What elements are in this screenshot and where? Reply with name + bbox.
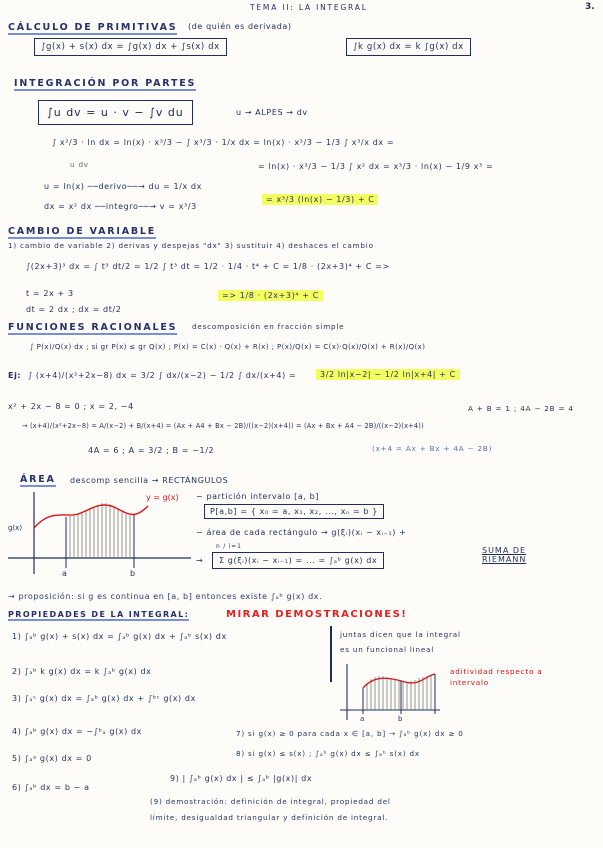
add-label-b: b (398, 715, 403, 722)
partes-dv-def: dx = x² dx ──integro──→ v = x³/3 (44, 202, 197, 211)
heading-primitivas: CÁLCULO DE PRIMITIVAS (8, 22, 178, 33)
prop-9: 9) | ∫ₐᵇ g(x) dx | ≤ ∫ₐᵇ |g(x)| dx (170, 774, 313, 783)
partes-result: = x³/3 (ln(x) − 1/3) + C (262, 194, 378, 205)
prop-6: 6) ∫ₐᵇ dx = b − a (12, 783, 90, 792)
area-graph (6, 488, 196, 578)
partes-line1: ∫ x²/3 · ln dx = ln(x) · x³/3 − ∫ x³/3 · 1/x dx = ln(x) · x³/3 − 1/3 ∫ x³/x dx = (52, 138, 395, 147)
sum-limits: n / i=1 (216, 543, 242, 550)
area-proposicion: → proposición: si g es continua en [a, b] entonces existe ∫ₐᵇ g(x) dx. (8, 592, 323, 601)
heading-cambio-variable: CAMBIO DE VARIABLE (8, 226, 157, 237)
partes-u-def: u = ln(x) ──derivo──→ du = 1/x dx (44, 182, 202, 191)
racionales-line1: ∫ P(x)/Q(x) dx ; si gr P(x) ≤ gr Q(x) ; P(x) = C(x) · Q(x) + R(x) ; P(x)/Q(x) = C(x)·Q(x)/Q(x) + R(x)/Q(x) (30, 343, 426, 351)
page-number: 3. (585, 2, 595, 12)
area-rectangulo: − área de cada rectángulo → g(ξᵢ)(xᵢ − xᵢ₋₁) + (196, 528, 407, 537)
cambio-line1: ∫(2x+3)³ dx = ∫ t³ dt/2 = 1/2 ∫ t³ dt = 1/2 · 1/4 · t⁴ + C = 1/8 · (2x+3)⁴ + C => (26, 262, 390, 271)
heading-por-partes: INTEGRACIÓN POR PARTES (14, 78, 197, 89)
notes-page: TEMA II: LA INTEGRAL 3. CÁLCULO DE PRIMITIVAS (de quién es derivada) ∫g(x) + s(x) dx = ∫g(x) dx + ∫s(x) dx ∫k g(x) dx = k ∫g(x) dx INTEGRACIÓN POR PARTES ∫u dv = u · v − ∫v du u → ALPES → dv ∫ x²/3 · ln dx = ln(x) · x³/3 − ∫ x³/3 · 1/x dx = ln(x) · x³/3 − 1/3 ∫ x³/x dx = u dv = ln(x) · x³/3 − 1/3 ∫ x² dx = x³/3 · ln(x) − 1/9 x³ = u = ln(x) ──derivo──→ du = 1/x dx dx = x² dx ──integro──→ v = x³/3 = x³/3 (ln(x) − 1/3) + C CAMBIO DE VARIABLE 1) cambio de variable 2) derivas y despejas "dx" 3) sustituir 4) deshaces el cambio ∫(2x+3)³ dx = ∫ t³ dt/2 = 1/2 ∫ t³ dt = 1/2 · 1/4 · t⁴ + C = 1/8 · (2x+3)⁴ + C => t = 2x + 3 dt = 2 dx ; dx = dt/2 => 1/8 · (2x+3)⁴ + C FUNCIONES RACIONALES descomposición en fracción simple ∫ P(x)/Q(x) dx ; si gr P(x) ≤ gr Q(x) ; P(x) = C(x) · Q(x) + R(x) ; P(x)/Q(x) = C(x)·Q(x)/Q(x) + R(x)/Q(x) Ej: ∫ (x+4)/(x²+2x−8) dx = 3/2 ∫ dx/(x−2) − 1/2 ∫ dx/(x+4) = 3/2 ln|x−2| − 1/2 ln|x+4| + C x² + 2x − 8 = 0 ; x = 2, −4 → (x+4)/(x²+2x−8) = A/(x−2) + B/(x+4) = (Ax + A4 + Bx − 2B)/((x−2)(x+4)) = (Ax + Bx + A4 − 2B)/((x−2)(x+4)) A + B = 1 ; 4A − 2B = 4 (x+4 = Ax + Bx + 4A − 2B) 4A = 6 ; A = 3/2 ; B = −1/2 ÁREA descomp sencilla → RECTÁNGULOS y = g(x) g(x) a b − partición intervalo [a, b] P[a,b] = { x₀ = a, x₁, x₂, ..., xₙ = b } − área de cada rectángulo → g(ξᵢ)(xᵢ − xᵢ₋₁) + → n / i=1 Σ g(ξᵢ)(xᵢ − xᵢ₋₁) = ... = ∫ₐᵇ g(x) dx SUMA DE RIEMANN → proposición: si g es continua en [a, b] entonces existe ∫ₐᵇ g(x) dx. PROPIEDADES DE LA INTEGRAL: MIRAR DEMOSTRACIONES! 1) ∫ₐᵇ g(x) + s(x) dx = ∫ₐᵇ g(x) dx + ∫ₐᵇ s(x) dx juntas dicen que la integral es un funcional lineal 2) ∫ₐᵇ k g(x) dx = k ∫ₐᵇ g(x) dx 3) ∫ₐᶜ g(x) dx = ∫ₐᵇ g(x) dx + ∫ᵇᶜ g(x) dx a b aditividad respecto a intervalo 4) ∫ₐᵇ g(x) dx = −∫ᵇₐ g(x) dx 7) si g(x) ≥ 0 para cada x ∈ [a, b] → ∫ₐᵇ g(x) dx ≥ 0 5) ∫ₐᵃ g(x) dx = 0 8) si g(x) ≤ s(x) ; ∫ₐᵇ g(x) dx ≤ ∫ₐᵇ s(x) dx 6) ∫ₐᵇ dx = b − a 9) | ∫ₐᵇ g(x) dx | ≤ ∫ₐᵇ |g(x)| dx (9) demostración: definición de integral, propiedad del límite, desigualdad triangular y definición de integral. (8, 2, 595, 822)
riemann-label: SUMA DE RIEMANN (482, 546, 527, 564)
demo-line2: límite, desigualdad triangular y definición de integral. (150, 813, 389, 822)
prop-1-note2: es un funcional lineal (340, 645, 435, 654)
label-a: a (62, 569, 67, 578)
riemann-sum: Σ g(ξᵢ)(xᵢ − xᵢ₋₁) = ... = ∫ₐᵇ g(x) dx (212, 552, 384, 569)
ej-integral: ∫ (x+4)/(x²+2x−8) dx = 3/2 ∫ dx/(x−2) − 1/2 ∫ dx/(x+4) = (28, 371, 297, 380)
ej-label: Ej: (8, 371, 22, 380)
heading-racionales: FUNCIONES RACIONALES (8, 322, 178, 333)
additivity-note: aditividad respecto a intervalo (450, 667, 543, 687)
curve-label: y = g(x) (146, 493, 179, 502)
ej-result: 3/2 ln|x−2| − 1/2 ln|x+4| + C (316, 369, 460, 380)
label-b: b (130, 569, 136, 578)
prop-7: 7) si g(x) ≥ 0 para cada x ∈ [a, b] → ∫ₐᵇ g(x) dx ≥ 0 (236, 729, 464, 738)
formula-por-partes: ∫u dv = u · v − ∫v du (38, 100, 193, 125)
area-particion: − partición intervalo [a, b] (196, 492, 320, 501)
area-note: descomp sencilla → RECTÁNGULOS (70, 476, 229, 485)
additivity-graph (335, 662, 445, 722)
curve-gx (34, 505, 148, 528)
ej-system: A + B = 1 ; 4A − 2B = 4 (468, 404, 574, 413)
prop-4: 4) ∫ₐᵇ g(x) dx = −∫ᵇₐ g(x) dx (12, 727, 143, 736)
brace-line (330, 626, 332, 682)
prop-8: 8) si g(x) ≤ s(x) ; ∫ₐᵇ g(x) dx ≤ ∫ₐᵇ s(x) dx (236, 749, 420, 758)
formula-scalar-linearity: ∫k g(x) dx = k ∫g(x) dx (346, 38, 471, 56)
prop-1: 1) ∫ₐᵇ g(x) + s(x) dx = ∫ₐᵇ g(x) dx + ∫ₐᵇ s(x) dx (12, 632, 227, 641)
alpes-rule: u → ALPES → dv (236, 108, 308, 117)
demo-line1: (9) demostración: definición de integral, propiedad del (150, 797, 391, 806)
ej-system-note: (x+4 = Ax + Bx + 4A − 2B) (372, 444, 493, 453)
prop-5: 5) ∫ₐᵃ g(x) dx = 0 (12, 754, 92, 763)
mirar-demostraciones: MIRAR DEMOSTRACIONES! (226, 609, 408, 620)
cambio-t-def: t = 2x + 3 (26, 289, 74, 298)
partes-uv-marks: u dv (70, 160, 89, 169)
prop-1-note1: juntas dicen que la integral (340, 630, 461, 639)
heading-propiedades: PROPIEDADES DE LA INTEGRAL: (8, 610, 190, 619)
ej-decomp: → (x+4)/(x²+2x−8) = A/(x−2) + B/(x+4) = (Ax + A4 + Bx − 2B)/((x−2)(x+4)) = (Ax + Bx + A4 − 2B)/((x−2)(x+4)) (22, 422, 424, 430)
ej-roots: x² + 2x − 8 = 0 ; x = 2, −4 (8, 402, 134, 411)
area-particion-set: P[a,b] = { x₀ = a, x₁, x₂, ..., xₙ = b } (204, 504, 384, 519)
cambio-steps: 1) cambio de variable 2) derivas y despejas "dx" 3) sustituir 4) deshaces el cambio (8, 241, 374, 250)
ej-values: 4A = 6 ; A = 3/2 ; B = −1/2 (88, 446, 215, 455)
prop-3: 3) ∫ₐᶜ g(x) dx = ∫ₐᵇ g(x) dx + ∫ᵇᶜ g(x) dx (12, 694, 196, 703)
page-title: TEMA II: LA INTEGRAL (250, 3, 368, 12)
racionales-subheading: descomposición en fracción simple (192, 322, 345, 331)
heading-area: ÁREA (20, 474, 56, 485)
primitivas-note: (de quién es derivada) (188, 22, 292, 31)
y-axis-label: g(x) (8, 524, 23, 532)
prop-2: 2) ∫ₐᵇ k g(x) dx = k ∫ₐᵇ g(x) dx (12, 667, 152, 676)
partes-line2: = ln(x) · x³/3 − 1/3 ∫ x² dx = x³/3 · ln(x) − 1/9 x³ = (258, 162, 494, 171)
add-label-a: a (360, 715, 365, 722)
cambio-dt-def: dt = 2 dx ; dx = dt/2 (26, 305, 122, 314)
cambio-result: => 1/8 · (2x+3)⁴ + C (218, 290, 323, 301)
formula-sum-linearity: ∫g(x) + s(x) dx = ∫g(x) dx + ∫s(x) dx (34, 38, 227, 56)
